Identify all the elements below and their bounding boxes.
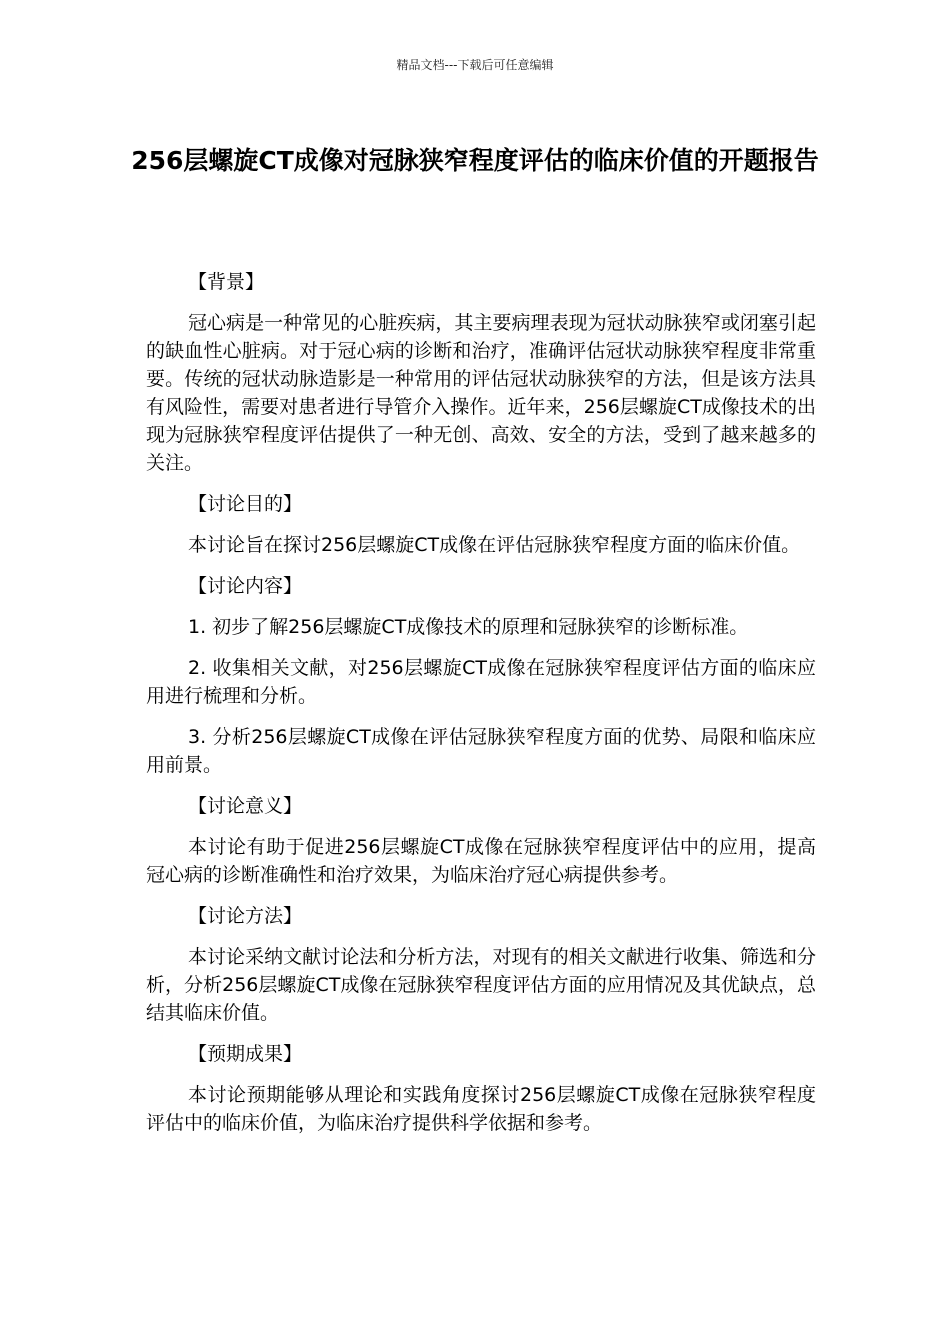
section-text-purpose: 本讨论旨在探讨256层螺旋CT成像在评估冠脉狭窄程度方面的临床价值。: [188, 534, 801, 556]
document-title: 256层螺旋CT成像对冠脉狭窄程度评估的临床价值的开题报告: [131, 146, 819, 175]
document-body: [146, 268, 816, 1150]
header-note: 精品文档---下载后可任意编辑: [396, 58, 554, 72]
section-heading-content: 【讨论内容】: [188, 575, 303, 597]
content-item-1: 1. 初步了解256层螺旋CT成像技术的原理和冠脉狭窄的诊断标准。: [188, 616, 749, 638]
section-heading-method: 【讨论方法】: [188, 905, 303, 927]
section-text-background: 冠心病是一种常见的心脏疾病，其主要病理表现为冠状动脉狭窄或闭塞引起的缺血性心脏病。对于冠心病的诊断和治疗，准确评估冠状动脉狭窄程度非常重要。传统的冠状动脉造影是一种常用的评估冠状动脉狭窄的方法，但是该方法具有风险性，需要对患者进行导管介入操作。近年来，256层螺旋CT成像技术的出现为冠脉狭窄程度评估提供了一种无创、高效、安全的方法，受到了越来越多的关注。: [146, 312, 816, 474]
section-heading-significance: 【讨论意义】: [188, 795, 303, 817]
section-heading-outcome: 【预期成果】: [188, 1043, 303, 1065]
section-heading-purpose: 【讨论目的】: [188, 493, 303, 515]
content-item-2: 2. 收集相关文献，对256层螺旋CT成像在冠脉狭窄程度评估方面的临床应用进行梳理和分析。: [146, 657, 816, 707]
content-item-3: 3. 分析256层螺旋CT成像在评估冠脉狭窄程度方面的优势、局限和临床应用前景。: [146, 726, 816, 776]
section-text-significance: 本讨论有助于促进256层螺旋CT成像在冠脉狭窄程度评估中的应用，提高冠心病的诊断准确性和治疗效果，为临床治疗冠心病提供参考。: [146, 836, 816, 886]
section-text-method: 本讨论采纳文献讨论法和分析方法，对现有的相关文献进行收集、筛选和分析，分析256层螺旋CT成像在冠脉狭窄程度评估方面的应用情况及其优缺点，总结其临床价值。: [146, 946, 816, 1024]
section-text-outcome: 本讨论预期能够从理论和实践角度探讨256层螺旋CT成像在冠脉狭窄程度评估中的临床价值，为临床治疗提供科学依据和参考。: [146, 1084, 816, 1134]
section-heading-background: 【背景】: [188, 271, 265, 293]
